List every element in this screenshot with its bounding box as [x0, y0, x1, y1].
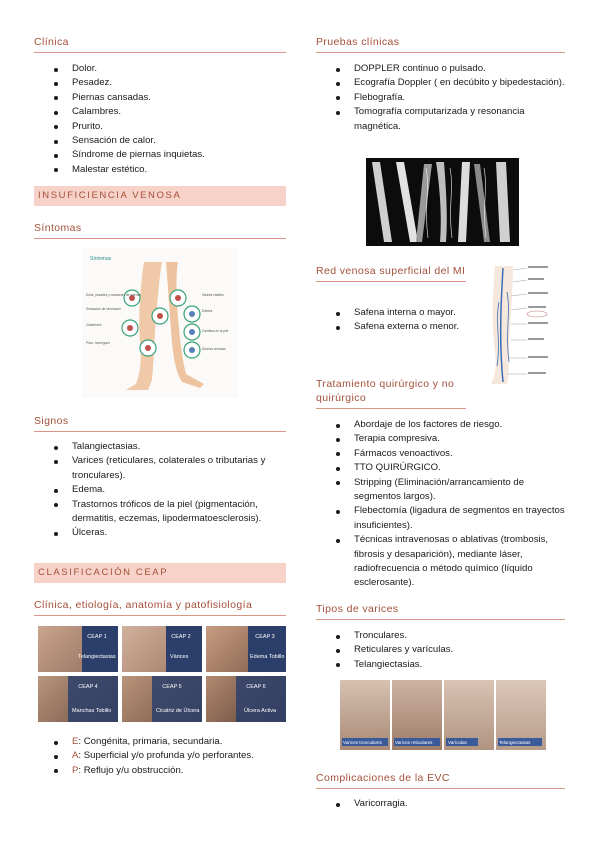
list-item: Flebectomía (ligadura de segmentos en trayectos insuficientes).	[354, 504, 568, 533]
ceap-list	[72, 735, 286, 778]
list-item: Calambres.	[72, 105, 282, 119]
symptoms-figure-heading: Síntomas	[90, 256, 112, 262]
list-item: E: Congénita, primaria, secundaria.	[72, 735, 286, 749]
list-item: DOPPLER continuo o pulsado.	[354, 62, 566, 76]
ceap-tile: CEAP 5 Cicatriz de Úlcera	[122, 676, 202, 722]
section-heading-complicaciones: Complicaciones de la EVC	[316, 772, 565, 789]
ceap-photo-grid	[38, 626, 286, 722]
list-item: Malestar estético.	[72, 163, 282, 177]
section-heading-clinica: Clínica	[34, 36, 286, 53]
callout-right: Úlceras venosas	[202, 347, 226, 351]
ceap-tile: CEAP 6 Úlcera Activa	[206, 676, 286, 722]
ceap-tile: CEAP 4 Manchas Tobillo	[38, 676, 118, 722]
section-heading-tratamiento: Tratamiento quirúrgico y no quirúrgico	[316, 377, 466, 409]
list-item: Abordaje de los factores de riesgo.	[354, 418, 568, 432]
varix-photo: Varices reticulares	[392, 680, 442, 750]
list-item: Trastornos tróficos de la piel (pigmentación, dermatitis, eczemas, lipodermatoesclerosis).	[72, 498, 286, 527]
callout-left: Picor, hormigueo	[86, 341, 110, 345]
list-item: Reticulares y varículas.	[354, 643, 566, 657]
list-item: Safena interna o mayor.	[354, 306, 476, 320]
list-item: P: Reflujo y/u obstrucción.	[72, 764, 286, 778]
tipos-list	[354, 629, 566, 672]
list-item: Úlceras.	[72, 526, 286, 540]
pruebas-list	[354, 62, 566, 134]
callout-left: Calambres	[86, 323, 102, 327]
list-item: Safena externa o menor.	[354, 320, 476, 334]
callout-left: Dolor, pesadez y cansancio de piernas	[86, 293, 141, 297]
varix-types-photos	[340, 680, 546, 750]
section-band-ceap: CLASIFICACIÓN CEAP	[34, 563, 286, 583]
section-heading-ceap: Clínica, etiología, anatomía y patofisiología	[34, 599, 286, 616]
list-item: Flebografía.	[354, 91, 566, 105]
venous-network-diagram	[481, 262, 553, 388]
list-item: Tomografía computarizada y resonancia magnética.	[354, 105, 566, 134]
red-venosa-list	[354, 306, 476, 335]
section-band-insuficiencia: INSUFICIENCIA VENOSA	[34, 186, 286, 206]
tratamiento-list	[354, 418, 568, 591]
section-heading-signos: Signos	[34, 415, 286, 432]
list-item: Stripping (Eliminación/arrancamiento de segmentos largos).	[354, 476, 568, 505]
list-item: Pesadez.	[72, 76, 282, 90]
list-item: Prurito.	[72, 120, 282, 134]
list-item: Varices (reticulares, colaterales o tributarias y tronculares).	[72, 454, 286, 483]
list-item: A: Superficial y/o profunda y/o perforantes.	[72, 749, 286, 763]
section-heading-sintomas: Síntomas	[34, 222, 286, 239]
clinica-list	[72, 62, 282, 177]
callout-right: Edema	[202, 309, 213, 313]
callout-right: Varices visibles	[202, 293, 224, 297]
list-item: Sensación de calor.	[72, 134, 282, 148]
list-item: TTO QUIRÚRGICO.	[354, 461, 568, 475]
section-heading-red-venosa: Red venosa superficial del MI	[316, 264, 466, 282]
list-item: Tronculares.	[354, 629, 566, 643]
varix-photo: Varices tronculares	[340, 680, 390, 750]
ceap-tile: CEAP 1 Telangiectasias	[38, 626, 118, 672]
callout-right: Cambios en la piel	[202, 329, 229, 333]
callout-left: Sensación de hinchazón	[86, 307, 121, 311]
list-item: Terapia compresiva.	[354, 432, 568, 446]
section-heading-pruebas: Pruebas clínicas	[316, 36, 565, 53]
list-item: Telangiectasias.	[354, 658, 566, 672]
list-item: Edema.	[72, 483, 286, 497]
list-item: Dolor.	[72, 62, 282, 76]
symptoms-illustration	[82, 248, 238, 398]
signos-list	[72, 440, 286, 541]
complicaciones-list	[354, 797, 566, 811]
list-item: Talangiectasias.	[72, 440, 286, 454]
list-item: Varicorragia.	[354, 797, 566, 811]
pruebas-xray-images	[366, 158, 519, 246]
varix-photo: Telangiectasias	[496, 680, 546, 750]
list-item: Ecografía Doppler ( en decúbito y bipedestación).	[354, 76, 566, 90]
ceap-tile: CEAP 3 Edema Tobillo	[206, 626, 286, 672]
section-heading-tipos: Tipos de varices	[316, 603, 565, 620]
ceap-tile: CEAP 2 Várices	[122, 626, 202, 672]
varix-photo: Varículas	[444, 680, 494, 750]
list-item: Piernas cansadas.	[72, 91, 282, 105]
list-item: Fármacos venoactivos.	[354, 447, 568, 461]
list-item: Técnicas intravenosas o ablativas (trombosis, fibrosis y desaparición), mediante láser, radiofrecuencia o método químico (líquido esclerosante).	[354, 533, 568, 591]
list-item: Síndrome de piernas inquietas.	[72, 148, 282, 162]
